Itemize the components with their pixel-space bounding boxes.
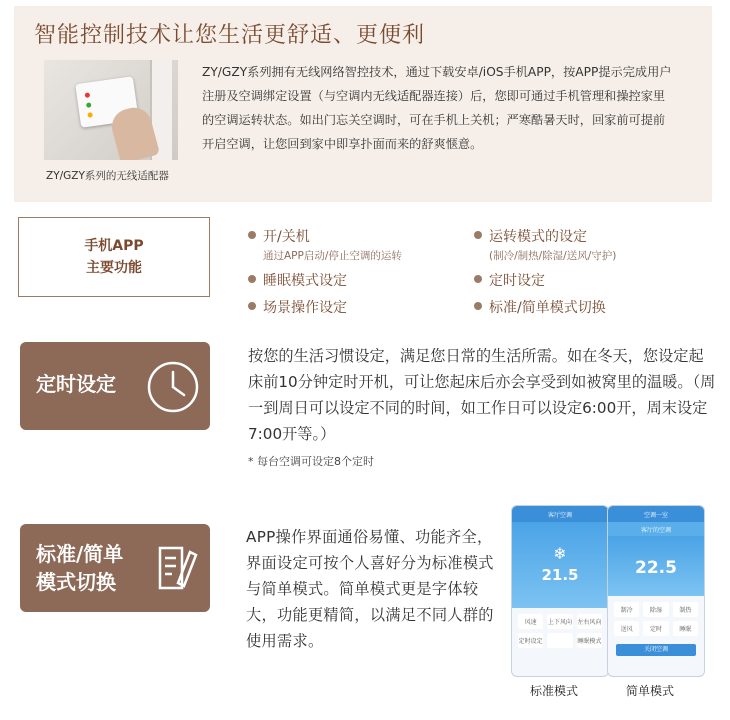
bullet-icon xyxy=(474,302,482,310)
bullet-icon xyxy=(248,231,256,239)
temperature-display xyxy=(608,536,704,596)
app-features-title-1: 手机APP xyxy=(84,238,144,254)
app-features-title-2: 主要功能 xyxy=(86,260,142,276)
bullet-icon xyxy=(474,231,482,239)
simple-mode-screenshot xyxy=(607,505,705,677)
simple-controls-grid: 制冷 除湿 制热 送风 定时 睡眠 xyxy=(608,596,704,642)
intro-title: 智能控制技术让您生活更舒适、更便利 xyxy=(34,23,426,48)
simple-mode-caption: 简单模式 xyxy=(626,684,675,698)
room-name: 客厅的空调 xyxy=(608,522,704,536)
timer-section-label: 定时设定 xyxy=(36,372,116,396)
timer-note: * 每台空调可设定8个定时 xyxy=(248,455,374,468)
app-title-bar: 空调一室 xyxy=(608,506,704,522)
adapter-photo xyxy=(44,60,178,160)
standard-mode-caption: 标准模式 xyxy=(530,684,579,698)
feature-item: 睡眠模式设定 xyxy=(248,270,347,290)
app-title-bar: 客厅空调 xyxy=(512,506,608,522)
std-temperature: 21.5 xyxy=(541,566,579,584)
adapter-caption: ZY/GZY系列的无线适配器 xyxy=(46,170,169,182)
feature-sub: 通过APP启动/停止空调的运转 xyxy=(263,250,402,262)
feature-item: 标准/简单模式切换 xyxy=(474,297,606,317)
feature-item: 开/关机 通过APP启动/停止空调的运转 xyxy=(248,226,402,263)
temperature-dial xyxy=(512,522,608,608)
app-features-box xyxy=(18,217,210,297)
snowflake-icon: ❄ xyxy=(553,544,567,563)
feature-sub: (制冷/制热/除湿/送风/守护) xyxy=(489,250,617,262)
bullet-icon xyxy=(248,275,256,283)
feature-item: 场景操作设定 xyxy=(248,297,347,317)
feature-item: 定时设定 xyxy=(474,270,545,290)
timer-description: 按您的生活习惯设定，满足您日常的生活所需。如在冬天，您设定起床前10分钟定时开机，可让您起床后亦会享受到如被窝里的温暖。（周一到周日可以设定不同的时间，如工作日可以设定6:00开，周末设定7:00开等。） xyxy=(248,347,716,443)
mode-description: APP操作界面通俗易懂、功能齐全，界面设定可按个人喜好分为标准模式与简单模式。简单模式更是字体较大，功能更精简，以满足不同人群的使用需求。 xyxy=(246,528,494,650)
mode-section-label-1: 标准/简单 xyxy=(36,542,124,566)
document-edit-icon xyxy=(156,542,198,594)
mode-section-label-2: 模式切换 xyxy=(36,570,116,594)
intro-text: ZY/GZY系列拥有无线网络智控技术，通过下载安卓/iOS手机APP，按APP提示完成用户注册及空调绑定设置（与空调内无线适配器连接）后，您即可通过手机管理和操控家里的空调运转状态。如出门忘关空调时，可在手机上关机；严寒酷暑天时，回家前可提前开启空调，让您回到家中即享扑面而来的舒爽惬意。 xyxy=(202,65,672,151)
feature-item: 运转模式的设定 (制冷/制热/除湿/送风/守护) xyxy=(474,226,616,263)
clock-icon xyxy=(146,360,200,414)
std-controls-grid: 风速 上下风向 左右风向 定时设定 睡眠模式 xyxy=(512,608,608,654)
standard-mode-screenshot xyxy=(511,505,609,677)
close-ac-button: 关闭空调 xyxy=(616,644,696,656)
simple-temperature: 22.5 xyxy=(635,558,677,578)
bullet-icon xyxy=(248,302,256,310)
timer-section-box xyxy=(20,342,210,430)
bullet-icon xyxy=(474,275,482,283)
mode-section-box xyxy=(20,524,210,612)
